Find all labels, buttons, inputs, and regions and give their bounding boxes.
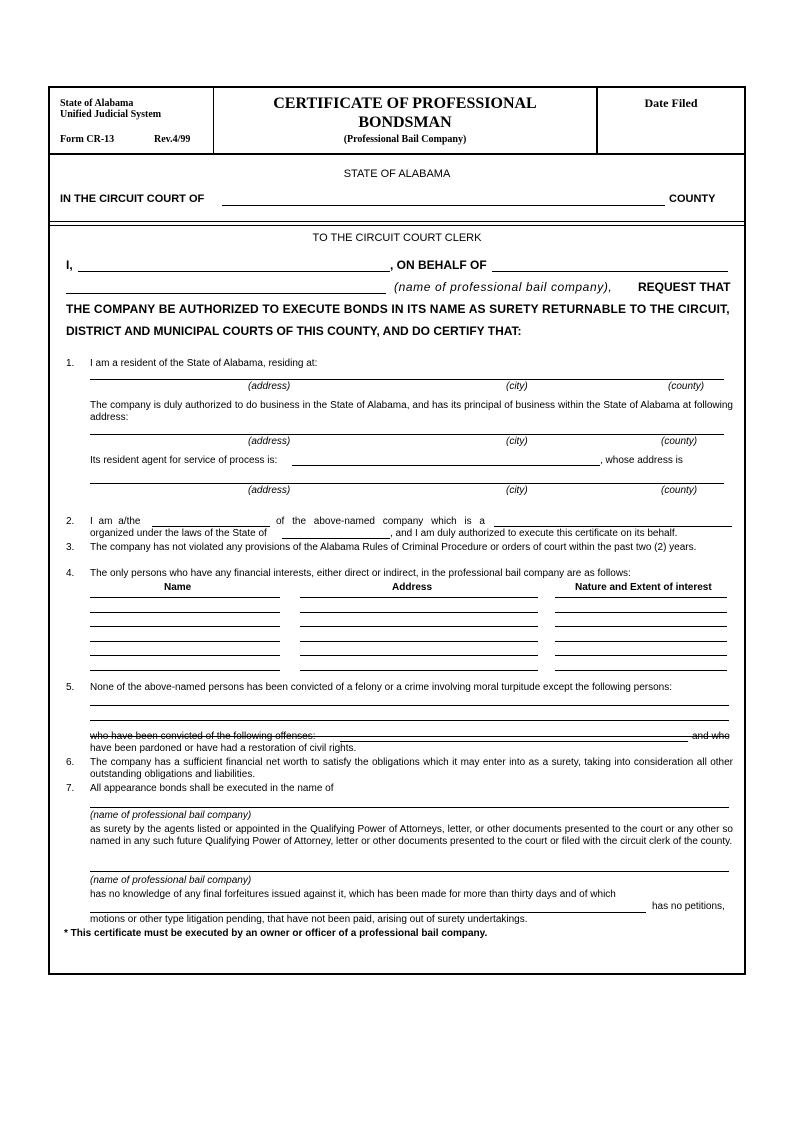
- company-name-caption: (name of professional bail company),: [394, 280, 613, 294]
- caption-city: (city): [506, 485, 528, 496]
- form-header: [50, 88, 744, 155]
- form-number: Form CR-13: [60, 134, 115, 145]
- item-3-text: The company has not violated any provisions of the Alabama Rules of Criminal Procedure or orders of court within the past two (2) years.: [90, 542, 697, 553]
- item-5-text: None of the above-named persons has been convicted of a felony or a crime involving moral turpitude except the following persons:: [90, 682, 673, 693]
- item-4-number: 4.: [66, 568, 75, 579]
- forfeiture-field[interactable]: [90, 912, 646, 913]
- interest-address-field[interactable]: [300, 597, 538, 598]
- agent-text: Its resident agent for service of process is:: [90, 455, 278, 466]
- request-line-3: DISTRICT AND MUNICIPAL COURTS OF THIS COUNTY, AND DO CERTIFY THAT:: [66, 324, 522, 338]
- company-address-text: The company is duly authorized to do business in the State of Alabama, and has its principal of business within the State of Alabama at following address:: [90, 400, 733, 423]
- declarant-name-field[interactable]: [78, 271, 390, 272]
- i-label: I,: [66, 258, 73, 272]
- company-address-field[interactable]: [90, 434, 724, 435]
- item-5-convicted: who have been convicted of the following offenses:: [90, 731, 316, 742]
- company-type-field[interactable]: [494, 526, 732, 527]
- form-title: [214, 94, 596, 132]
- revision: Rev.4/99: [154, 134, 191, 145]
- item-2-c: organized under the laws of the State of: [90, 528, 267, 539]
- county-field[interactable]: [222, 205, 665, 206]
- title-cell: [214, 88, 598, 153]
- item-5-number: 5.: [66, 682, 75, 693]
- footnote: * This certificate must be executed by an owner or officer of a professional bail company.: [64, 928, 488, 939]
- interest-nature-field[interactable]: [555, 626, 727, 627]
- item-7-motions: motions or other type litigation pending, that have not been paid, arising out of surety undertakings.: [90, 914, 528, 925]
- item-3-number: 3.: [66, 542, 75, 553]
- item-6-text: The company has a sufficient financial net worth to satisfy the obligations which it may enter into as a surety, taking into consideration all other outstanding obligations and liabilities.: [90, 757, 733, 780]
- interest-address-field[interactable]: [300, 612, 538, 613]
- interest-name-field[interactable]: [90, 670, 280, 671]
- form-subtitle: (Professional Bail Company): [343, 134, 467, 145]
- item-2-number: 2.: [66, 516, 75, 527]
- interest-name-field[interactable]: [90, 612, 280, 613]
- state-heading: STATE OF ALABAMA: [343, 168, 451, 180]
- state-label: State of Alabama: [60, 98, 134, 109]
- col-name-header: Name: [164, 582, 192, 593]
- item-5-and-who: and who: [692, 731, 730, 742]
- interest-name-field[interactable]: [90, 626, 280, 627]
- state-of-org-field[interactable]: [282, 538, 390, 539]
- convicted-persons-field-1[interactable]: [90, 705, 729, 706]
- interest-nature-field[interactable]: [555, 612, 727, 613]
- interest-address-field[interactable]: [300, 670, 538, 671]
- interest-address-field[interactable]: [300, 626, 538, 627]
- caption-address: (address): [248, 485, 291, 496]
- interest-nature-field[interactable]: [555, 670, 727, 671]
- item-7-text: All appearance bonds shall be executed in the name of: [90, 783, 334, 794]
- item-7-knowledge: has no knowledge of any final forfeitures issued against it, which has been made for more than thirty days and of which: [90, 889, 616, 900]
- item-5-pardon: have been pardoned or have had a restoration of civil rights.: [90, 743, 357, 754]
- caption-address: (address): [248, 436, 291, 447]
- item-2-b: of the above-named company which is a: [276, 516, 485, 527]
- interest-address-field[interactable]: [300, 655, 538, 656]
- resident-address-field[interactable]: [90, 379, 724, 380]
- col-nature-header: Nature and Extent of interest: [575, 582, 712, 593]
- title-line-1: CERTIFICATE OF PROFESSIONAL: [273, 95, 537, 112]
- convicted-persons-field-2[interactable]: [90, 720, 729, 721]
- interest-nature-field[interactable]: [555, 655, 727, 656]
- item-6-number: 6.: [66, 757, 75, 768]
- form-id-cell: [50, 88, 214, 153]
- company-caption-2: (name of professional bail company): [90, 875, 252, 886]
- circuit-prefix: IN THE CIRCUIT COURT OF: [60, 193, 205, 205]
- county-suffix: COUNTY: [669, 193, 716, 205]
- caption-address: (address): [248, 381, 291, 392]
- company-name-field-1[interactable]: [492, 271, 728, 272]
- interest-name-field[interactable]: [90, 597, 280, 598]
- offenses-field[interactable]: [340, 741, 688, 742]
- interest-nature-field[interactable]: [555, 641, 727, 642]
- item-7-surety: as surety by the agents listed or appointed in the Qualifying Power of Attorneys, letter, or other documents presented to the court or any other so named in any such future Qualifying Power of Attorney, letter or other documents presented to the court or filed with the circuit clerk of the county.: [90, 824, 733, 847]
- title-field[interactable]: [152, 526, 270, 527]
- to-clerk-heading: TO THE CIRCUIT COURT CLERK: [312, 232, 482, 244]
- col-address-header: Address: [392, 582, 433, 593]
- interest-name-field[interactable]: [90, 655, 280, 656]
- caption-city: (city): [506, 381, 528, 392]
- item-7-petitions: has no petitions,: [652, 901, 725, 912]
- date-filed-label: Date Filed: [644, 96, 698, 110]
- date-filed-cell: [598, 88, 744, 153]
- caption-county: (county): [668, 381, 705, 392]
- item-1-number: 1.: [66, 358, 75, 369]
- caption-county: (county): [661, 436, 698, 447]
- item-7-number: 7.: [66, 783, 75, 794]
- agent-tail: , whose address is: [600, 455, 683, 466]
- interest-name-field[interactable]: [90, 641, 280, 642]
- agent-address-field[interactable]: [90, 483, 724, 484]
- title-line-2: BONDSMAN: [358, 114, 452, 131]
- interest-nature-field[interactable]: [555, 597, 727, 598]
- company-name-field-2[interactable]: [66, 293, 386, 294]
- request-line-2: THE COMPANY BE AUTHORIZED TO EXECUTE BONDS IN ITS NAME AS SURETY RETURNABLE TO THE CIRCUIT,: [66, 302, 730, 316]
- item-4-text: The only persons who have any financial interests, either direct or indirect, in the professional bail company are as follows:: [90, 568, 631, 579]
- caption-county: (county): [661, 485, 698, 496]
- interest-address-field[interactable]: [300, 641, 538, 642]
- item-1-text: I am a resident of the State of Alabama, residing at:: [90, 358, 318, 369]
- request-that: REQUEST THAT: [638, 280, 731, 294]
- caption-city: (city): [506, 436, 528, 447]
- section-divider: [50, 221, 744, 226]
- item-2-a: I am a/the: [90, 516, 141, 527]
- company-name-field-3[interactable]: [90, 871, 729, 872]
- bonds-company-name-field[interactable]: [90, 807, 729, 808]
- form-border: [48, 86, 746, 975]
- on-behalf-label: , ON BEHALF OF: [390, 258, 487, 272]
- company-caption-1: (name of professional bail company): [90, 810, 252, 821]
- item-2-d: , and I am duly authorized to execute this certificate on its behalf.: [390, 528, 678, 539]
- agent-name-field[interactable]: [292, 465, 600, 466]
- system-label: Unified Judicial System: [60, 109, 162, 120]
